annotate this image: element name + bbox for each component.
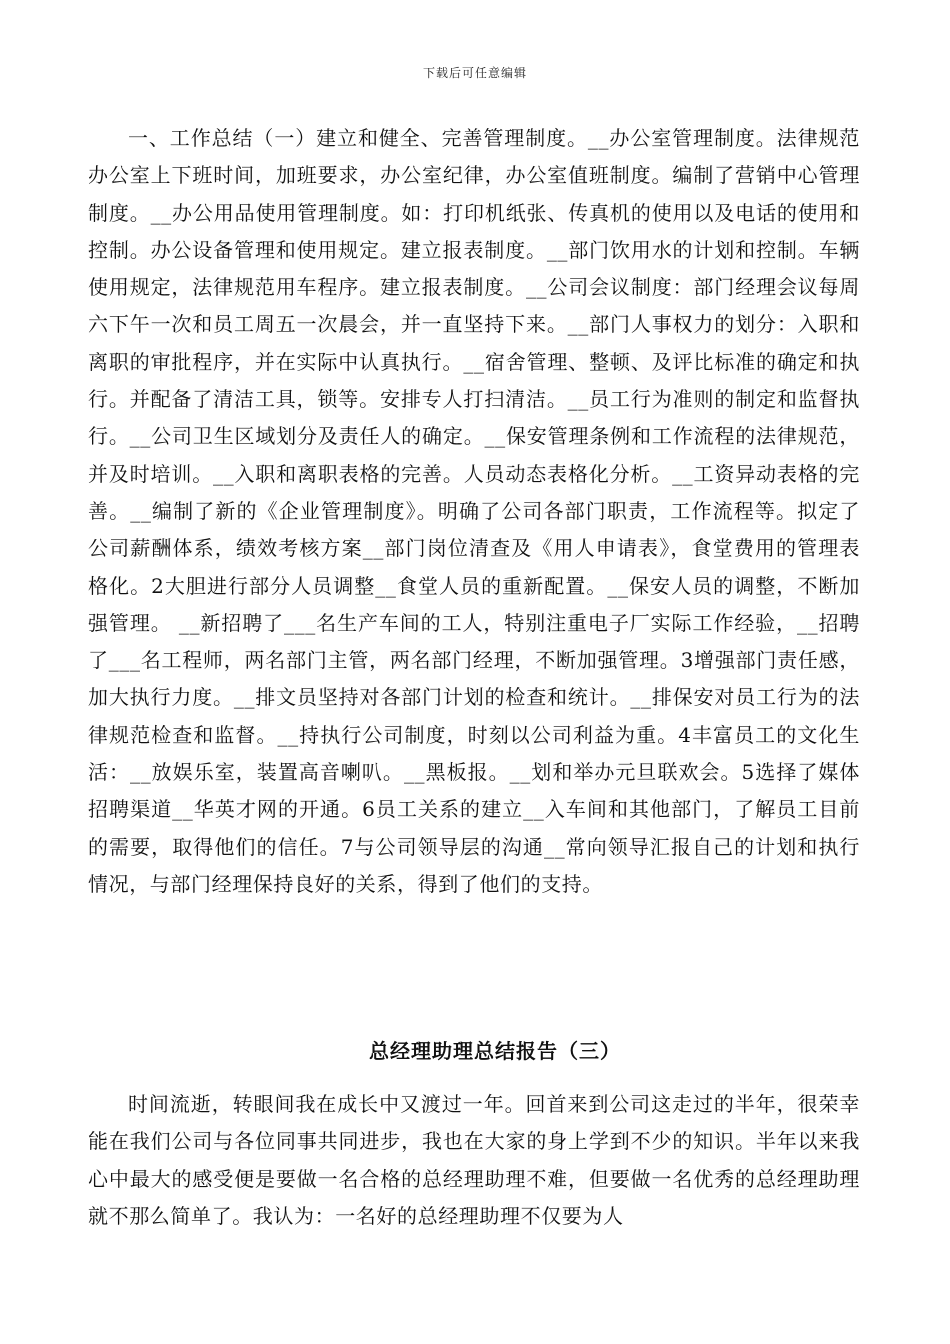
body-paragraph-report-intro: 时间流逝，转眼间我在成长中又渡过一年。回首来到公司这走过的半年，很荣幸能在我们公司与各位同事共同进步，我也在大家的身上学到不少的知识。半年以来我心中最大的感受便是要做一名合格的总经理助理不难，但要做一名优秀的总经理助理就不那么简单了。我认为：一名好的总经理助理不仅要为人 (88, 1092, 860, 1228)
section-title: 总经理助理总结报告（三） (369, 1039, 621, 1063)
page-header: 下载后可任意编辑 (422, 66, 527, 80)
body-paragraph-work-summary: 一、工作总结（一）建立和健全、完善管理制度。__办公室管理制度。法律规范办公室上下班时间，加班要求，办公室纪律，办公室值班制度。编制了营销中心管理制度。__办公用品使用管理制度。如：打印机纸张、传真机的使用以及电话的使用和控制。办公设备管理和使用规定。建立报表制度。__部门饮用水的计划和控制。车辆使用规定，法律规范用车程序。建立报表制度。__公司会议制度：部门经理会议每周六下午一次和员工周五一次晨会，并一直坚持下来。__部门人事权力的划分：入职和离职的审批程序，并在实际中认真执行。__宿舍管理、整顿、及评比标准的确定和执行。并配备了清洁工具，锁等。安排专人打扫清洁。__员工行为准则的制定和监督执行。__公司卫生区域划分及责任人的确定。__保安管理条例和工作流程的法律规范，并及时培训。__入职和离职表格的完善。人员动态表格化分析。__工资异动表格的完善。__编制了新的《企业管理制度》。明确了公司各部门职责，工作流程等。拟定了公司薪酬体系，绩效考核方案__部门岗位清查及《用人申请表》，食堂费用的管理表格化。2大胆进行部分人员调整__食堂人员的重新配置。__保安人员的调整，不断加强管理。 __新招聘了___名生产车间的工人，特别注重电子厂实际工作经验，__招聘了___名工程师，两名部门主管，两名部门经理，不断加强管理。3增强部门责任感，加大执行力度。__排文员坚持对各部门计划的检查和统计。__排保安对员工行为的法律规范检查和监督。__持执行公司制度，时刻以公司利益为重。4丰富员工的文化生活：__放娱乐室，装置高音喇叭。__黑板报。__划和举办元旦联欢会。5选择了媒体招聘渠道__华英才网的开通。6员工关系的建立__入车间和其他部门，了解员工目前的需要，取得他们的信任。7与公司领导层的沟通__常向领导汇报自己的计划和执行情况，与部门经理保持良好的关系，得到了他们的支持。 (88, 126, 860, 896)
